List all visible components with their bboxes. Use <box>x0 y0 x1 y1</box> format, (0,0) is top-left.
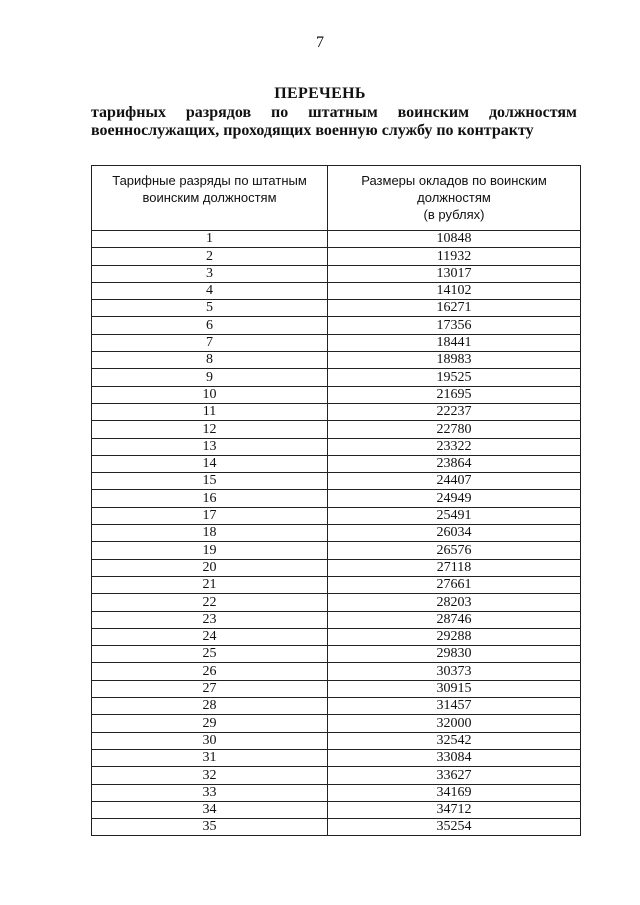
salary-cell: 30915 <box>328 680 581 697</box>
table-row <box>92 300 581 317</box>
tariff-grade-cell: 30 <box>92 732 328 749</box>
tariff-grade-cell: 24 <box>92 628 328 645</box>
page-number: 7 <box>316 34 324 51</box>
salary-cell: 29288 <box>328 628 581 645</box>
tariff-grade-cell: 29 <box>92 715 328 732</box>
salary-cell: 14102 <box>328 282 581 299</box>
table-row <box>92 698 581 715</box>
table-row <box>92 749 581 766</box>
table-row <box>92 403 581 420</box>
table-row <box>92 525 581 542</box>
salary-cell: 33627 <box>328 767 581 784</box>
tariff-grade-cell: 4 <box>92 282 328 299</box>
salary-cell: 27661 <box>328 576 581 593</box>
table-row <box>92 438 581 455</box>
tariff-grade-cell: 21 <box>92 576 328 593</box>
tariff-grade-cell: 6 <box>92 317 328 334</box>
table-header-row <box>92 166 581 231</box>
salary-cell: 18983 <box>328 352 581 369</box>
table-row <box>92 317 581 334</box>
table-row <box>92 386 581 403</box>
table-row <box>92 282 581 299</box>
header-line: воинским должностям <box>142 190 277 205</box>
salary-cell: 10848 <box>328 231 581 248</box>
tariff-grade-cell: 12 <box>92 421 328 438</box>
tariff-grade-cell: 34 <box>92 801 328 818</box>
tariff-grade-cell: 1 <box>92 231 328 248</box>
salary-cell: 28746 <box>328 611 581 628</box>
table-row <box>92 248 581 265</box>
header-line: Размеры окладов по воинским <box>361 173 547 188</box>
subtitle-word: разрядов <box>185 104 252 121</box>
salary-cell: 23322 <box>328 438 581 455</box>
tariff-grade-cell: 27 <box>92 680 328 697</box>
table-row <box>92 369 581 386</box>
table-row <box>92 611 581 628</box>
header-line: Тарифные разряды по штатным <box>112 173 307 188</box>
tariff-grade-cell: 17 <box>92 507 328 524</box>
table-row <box>92 265 581 282</box>
salary-cell: 29830 <box>328 646 581 663</box>
table-row <box>92 767 581 784</box>
table-row <box>92 334 581 351</box>
table-row <box>92 663 581 680</box>
salary-cell: 32542 <box>328 732 581 749</box>
tariff-grade-cell: 15 <box>92 473 328 490</box>
tariff-grade-cell: 11 <box>92 403 328 420</box>
subtitle-line-2: военнослужащих, проходящих военную службу по контракту <box>91 122 534 139</box>
subtitle-word: тарифных <box>91 104 166 121</box>
salary-cell: 25491 <box>328 507 581 524</box>
table-row <box>92 680 581 697</box>
salary-cell: 23864 <box>328 455 581 472</box>
table-row <box>92 576 581 593</box>
salary-cell: 32000 <box>328 715 581 732</box>
tariff-grade-cell: 26 <box>92 663 328 680</box>
table-row <box>92 784 581 801</box>
document-title: ПЕРЕЧЕНЬ <box>274 85 366 102</box>
table-row <box>92 646 581 663</box>
salary-cell: 34712 <box>328 801 581 818</box>
tariff-grade-cell: 3 <box>92 265 328 282</box>
tariff-grade-cell: 19 <box>92 542 328 559</box>
salary-cell: 19525 <box>328 369 581 386</box>
subtitle-word: должностям <box>488 104 577 121</box>
tariff-grade-cell: 35 <box>92 819 328 836</box>
tariff-grade-cell: 13 <box>92 438 328 455</box>
table-row <box>92 455 581 472</box>
table-row <box>92 352 581 369</box>
tariff-grade-cell: 32 <box>92 767 328 784</box>
table-row <box>92 559 581 576</box>
tariff-grade-cell: 9 <box>92 369 328 386</box>
table-row <box>92 473 581 490</box>
table-row <box>92 715 581 732</box>
subtitle-word: воинским <box>397 104 470 121</box>
rates-table-body <box>92 231 581 836</box>
subtitle-line-1 <box>91 104 577 122</box>
table-row <box>92 594 581 611</box>
salary-cell: 35254 <box>328 819 581 836</box>
salary-cell: 16271 <box>328 300 581 317</box>
rates-table <box>91 165 581 836</box>
salary-cell: 21695 <box>328 386 581 403</box>
salary-cell: 31457 <box>328 698 581 715</box>
table-row <box>92 801 581 818</box>
tariff-grade-cell: 20 <box>92 559 328 576</box>
salary-cell: 22237 <box>328 403 581 420</box>
subtitle-word: штатным <box>308 104 378 121</box>
table-row <box>92 490 581 507</box>
tariff-grade-cell: 31 <box>92 749 328 766</box>
tariff-grade-cell: 16 <box>92 490 328 507</box>
salary-cell: 17356 <box>328 317 581 334</box>
salary-cell: 30373 <box>328 663 581 680</box>
tariff-grade-cell: 18 <box>92 525 328 542</box>
tariff-grade-cell: 28 <box>92 698 328 715</box>
rates-table-container <box>91 165 580 836</box>
tariff-grade-cell: 8 <box>92 352 328 369</box>
salary-cell: 28203 <box>328 594 581 611</box>
table-row <box>92 507 581 524</box>
table-row <box>92 628 581 645</box>
salary-cell: 26576 <box>328 542 581 559</box>
header-tariff-grades <box>92 166 328 231</box>
table-row <box>92 421 581 438</box>
salary-cell: 24407 <box>328 473 581 490</box>
table-row <box>92 819 581 836</box>
salary-cell: 22780 <box>328 421 581 438</box>
salary-cell: 34169 <box>328 784 581 801</box>
table-row <box>92 542 581 559</box>
subtitle-word: по <box>270 104 289 121</box>
tariff-grade-cell: 25 <box>92 646 328 663</box>
header-line: должностям <box>417 190 491 205</box>
header-salary-amounts <box>328 166 581 231</box>
tariff-grade-cell: 10 <box>92 386 328 403</box>
salary-cell: 13017 <box>328 265 581 282</box>
salary-cell: 24949 <box>328 490 581 507</box>
salary-cell: 27118 <box>328 559 581 576</box>
table-row <box>92 231 581 248</box>
tariff-grade-cell: 5 <box>92 300 328 317</box>
tariff-grade-cell: 2 <box>92 248 328 265</box>
salary-cell: 11932 <box>328 248 581 265</box>
tariff-grade-cell: 14 <box>92 455 328 472</box>
tariff-grade-cell: 7 <box>92 334 328 351</box>
tariff-grade-cell: 33 <box>92 784 328 801</box>
salary-cell: 33084 <box>328 749 581 766</box>
salary-cell: 26034 <box>328 525 581 542</box>
salary-cell: 18441 <box>328 334 581 351</box>
tariff-grade-cell: 23 <box>92 611 328 628</box>
tariff-grade-cell: 22 <box>92 594 328 611</box>
header-line: (в рублях) <box>423 207 485 222</box>
table-row <box>92 732 581 749</box>
